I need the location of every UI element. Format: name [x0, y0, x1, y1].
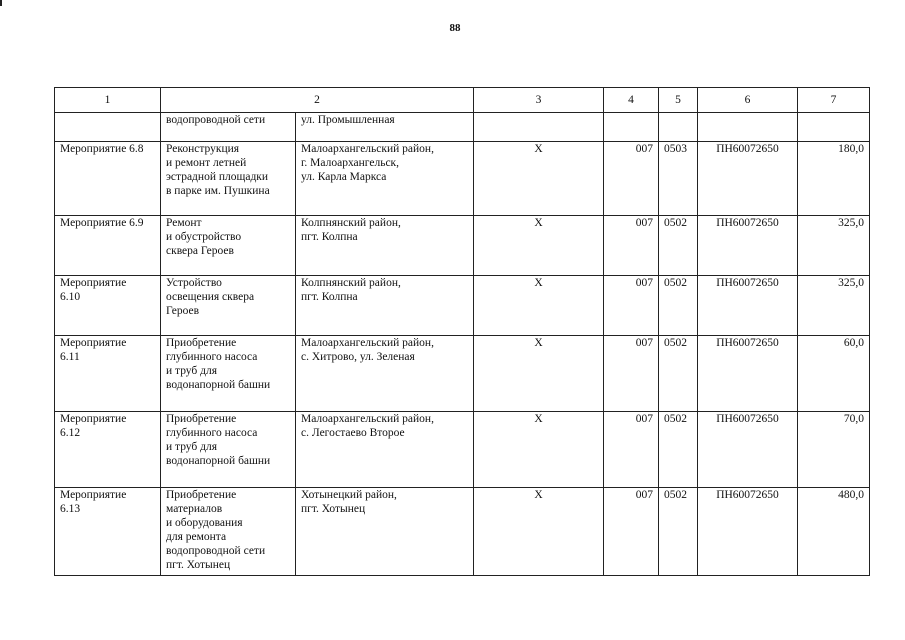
col6-cell: ПН60072650 — [698, 216, 798, 276]
measure-id-cell — [55, 336, 161, 412]
name-line: водопроводной сети — [166, 114, 266, 126]
place-cell — [296, 216, 474, 276]
col6-cell: ПН60072650 — [698, 412, 798, 488]
table-cell — [474, 113, 604, 142]
measure-id-cell — [55, 412, 161, 488]
place-line: Хотынецкий район, — [301, 489, 397, 501]
name-line: Приобретение — [166, 413, 237, 425]
measure-id-line: Мероприятие — [60, 489, 127, 501]
header-cell: 7 — [798, 88, 870, 113]
place-line: пгт. Колпна — [301, 231, 358, 243]
col4-cell: 007 — [604, 412, 659, 488]
name-line: материалов — [166, 503, 223, 515]
measure-id-line: 6.10 — [60, 291, 81, 303]
measure-id-line: 6.11 — [60, 351, 80, 363]
place-line: Колпнянский район, — [301, 217, 401, 229]
name-line: Реконструкция — [166, 143, 240, 155]
measure-id-cell — [55, 216, 161, 276]
name-line: для ремонта — [166, 531, 227, 543]
col6-cell: ПН60072650 — [698, 488, 798, 576]
name-line: глубинного насоса — [166, 427, 258, 439]
place-cell — [296, 142, 474, 216]
table-cell — [698, 113, 798, 142]
col7-cell: 180,0 — [798, 142, 870, 216]
measure-id-line: Мероприятие 6.8 — [60, 143, 144, 155]
measure-id-cell — [55, 488, 161, 576]
table-row — [55, 488, 870, 576]
name-cell — [161, 216, 296, 276]
place-cell — [296, 336, 474, 412]
place-line: Малоархангельский район, — [301, 413, 434, 425]
place-line: Колпнянский район, — [301, 277, 401, 289]
col7-cell: 70,0 — [798, 412, 870, 488]
col6-cell: ПН60072650 — [698, 276, 798, 336]
name-cell — [161, 412, 296, 488]
place-line: г. Малоархангельск, — [301, 157, 400, 169]
col5-cell: 0503 — [659, 142, 698, 216]
name-cell — [161, 336, 296, 412]
name-line: в парке им. Пушкина — [166, 185, 270, 197]
name-line: Приобретение — [166, 489, 237, 501]
header-cell: 1 — [55, 88, 161, 113]
place-line: Малоархангельский район, — [301, 337, 434, 349]
table-row — [55, 142, 870, 216]
name-line: эстрадной площадки — [166, 171, 269, 183]
place-line: ул. Промышленная — [301, 114, 395, 126]
table-row — [55, 412, 870, 488]
name-line: Героев — [166, 305, 200, 317]
name-line: глубинного насоса — [166, 351, 258, 363]
name-line: и обустройство — [166, 231, 242, 243]
col6-cell: ПН60072650 — [698, 142, 798, 216]
header-cell: 4 — [604, 88, 659, 113]
col7-cell: 480,0 — [798, 488, 870, 576]
col3-cell: Х — [474, 276, 604, 336]
col5-cell: 0502 — [659, 488, 698, 576]
table-cell — [55, 113, 161, 142]
name-line: и труб для — [166, 441, 217, 453]
col4-cell: 007 — [604, 216, 659, 276]
name-cell — [161, 276, 296, 336]
header-cell: 6 — [698, 88, 798, 113]
name-line: Устройство — [166, 277, 222, 289]
table-row — [55, 113, 870, 142]
name-line: Приобретение — [166, 337, 237, 349]
measure-id-cell — [55, 142, 161, 216]
name-line: пгт. Хотынец — [166, 559, 231, 571]
col3-cell: Х — [474, 488, 604, 576]
table-cell — [604, 113, 659, 142]
col3-cell: Х — [474, 412, 604, 488]
place-line: с. Легостаево Второе — [301, 427, 405, 439]
col7-cell: 325,0 — [798, 216, 870, 276]
col5-cell: 0502 — [659, 336, 698, 412]
place-cell — [296, 113, 474, 142]
budget-table — [54, 87, 870, 576]
table-row — [55, 276, 870, 336]
col7-cell: 325,0 — [798, 276, 870, 336]
header-cell: 5 — [659, 88, 698, 113]
name-line: водонапорной башни — [166, 455, 271, 467]
name-line: освещения сквера — [166, 291, 255, 303]
place-line: с. Хитрово, ул. Зеленая — [301, 351, 415, 363]
name-cell — [161, 113, 296, 142]
name-line: водонапорной башни — [166, 379, 271, 391]
col3-cell: Х — [474, 336, 604, 412]
col5-cell: 0502 — [659, 276, 698, 336]
col7-cell: 60,0 — [798, 336, 870, 412]
measure-id-line: Мероприятие — [60, 277, 127, 289]
place-cell — [296, 276, 474, 336]
col4-cell: 007 — [604, 142, 659, 216]
table-header-row — [55, 88, 870, 113]
place-cell — [296, 412, 474, 488]
measure-id-line: 6.13 — [60, 503, 81, 515]
scan-corner-mark — [0, 0, 2, 6]
table-row — [55, 216, 870, 276]
table-cell — [659, 113, 698, 142]
col5-cell: 0502 — [659, 216, 698, 276]
name-cell — [161, 142, 296, 216]
col6-cell: ПН60072650 — [698, 336, 798, 412]
measure-id-line: 6.12 — [60, 427, 81, 439]
col4-cell: 007 — [604, 336, 659, 412]
place-line: пгт. Колпна — [301, 291, 358, 303]
name-line: Ремонт — [166, 217, 202, 229]
name-line: сквера Героев — [166, 245, 234, 257]
col3-cell: Х — [474, 216, 604, 276]
name-line: и оборудования — [166, 517, 243, 529]
col4-cell: 007 — [604, 276, 659, 336]
place-line: пгт. Хотынец — [301, 503, 366, 515]
page-number: 88 — [449, 22, 461, 34]
name-line: и труб для — [166, 365, 217, 377]
measure-id-cell — [55, 276, 161, 336]
col3-cell: Х — [474, 142, 604, 216]
place-cell — [296, 488, 474, 576]
table-cell — [798, 113, 870, 142]
place-line: Малоархангельский район, — [301, 143, 434, 155]
place-line: ул. Карла Маркса — [301, 171, 387, 183]
table-row — [55, 336, 870, 412]
name-line: и ремонт летней — [166, 157, 247, 169]
header-cell: 3 — [474, 88, 604, 113]
col5-cell: 0502 — [659, 412, 698, 488]
measure-id-line: Мероприятие 6.9 — [60, 217, 144, 229]
measure-id-line: Мероприятие — [60, 413, 127, 425]
name-line: водопроводной сети — [166, 545, 266, 557]
header-cell: 2 — [161, 88, 474, 113]
measure-id-line: Мероприятие — [60, 337, 127, 349]
name-cell — [161, 488, 296, 576]
col4-cell: 007 — [604, 488, 659, 576]
